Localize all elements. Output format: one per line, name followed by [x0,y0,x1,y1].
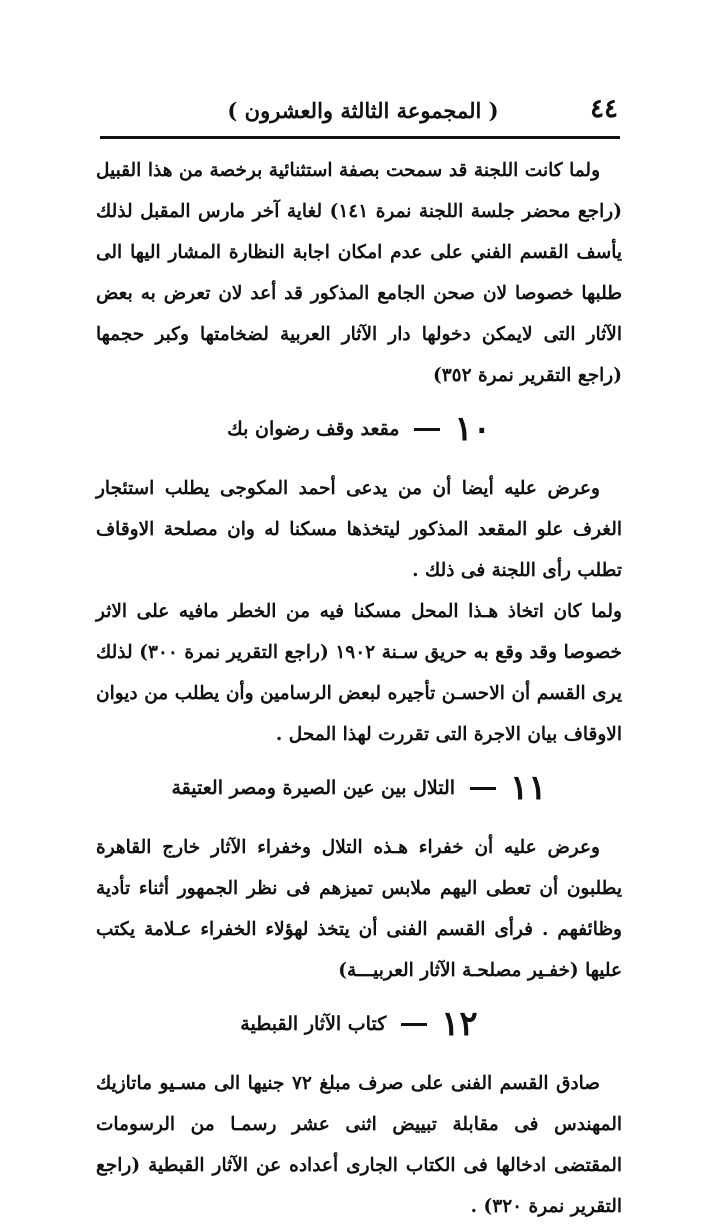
section-heading-10 [96,404,622,454]
page-number: ٤٤ [590,94,618,124]
section-number: ١١ [509,768,547,808]
section-dash [470,787,496,790]
section-dash [414,428,440,431]
paragraph: صادق القسم الفنى على صرف مبلغ ٧٢ جنيها الى مسـيو ماتازيك المهندس فى مقابلة تبييض اثنى عشر رسمـا من الرسومات المقتضى ادخالها فى الكتاب الجارى أعداده عن الآثار القبطية (راجع التقرير نمرة ٣٢٠) . [96,1073,622,1217]
section-dash [401,1023,427,1026]
paragraph: وعرض عليه أيضا أن من يدعى أحمد المكوجى يطلب استئجار الغرف علو المقعد المذكور ليتخذها مسكنا له وان مصلحة الاوقاف تطلب رأى اللجنة فى ذلك . [96,478,622,581]
paragraph: ولما كانت اللجنة قد سمحت بصفة استثنائية برخصة من هذا القبيل (راجع محضر جلسة اللجنة نمرة ١٤١) لغاية آخر مارس المقبل لذلك يأسف القسم الفني على عدم امكان اجابة النظارة المشار اليها الى طلبها خصوصا لان صحن الجامع المذكور قد أعد لان تعرض به بعض الآثار التى لايمكن دخولها دار الآثار العربية لضخامتها وكبر حجمها (راجع التقرير نمرة ٣٥٢) [96,160,622,386]
section-title: كتاب الآثار القبطية [240,1013,387,1035]
section-number: ١٠ [454,409,491,449]
running-title: ( المجموعة الثالثة والعشرون ) [227,97,499,123]
section-heading-11 [96,763,622,813]
paragraph: ولما كان اتخاذ هـذا المحل مسكنا فيه من الخطر مافيه على الاثر خصوصا وقد وقع به حريق سـنة ١٩٠٢ (راجع التقرير نمرة ٣٠٠) لذلك يرى القسم أن الاحسـن تأجيره لبعض الرسامين وأن يطلب من ديوان الاوقاف بيان الاجرة التى تقررت لهذا المحل . [96,601,622,745]
section-title: التلال بين عين الصيرة ومصر العتيقة [171,777,456,799]
page-body [96,150,622,1227]
section-heading-12 [96,999,622,1049]
header-rule [100,136,620,139]
section-number: ١٢ [441,1004,478,1044]
page-header [108,92,618,128]
section-title: مقعد وقف رضوان بك [227,418,400,440]
paragraph: وعرض عليه أن خفراء هـذه التلال وخفراء الآثار خارج القاهرة يطلبون أن تعطى اليهم ملابس تميزهم فى نظر الجمهور أثناء تأدية وظائفهم . فرأى القسم الفنى أن يتخذ لهؤلاء الخفراء عـلامة يكتب عليها (خفـير مصلحـة الآثار العربيـــة) [96,837,622,981]
